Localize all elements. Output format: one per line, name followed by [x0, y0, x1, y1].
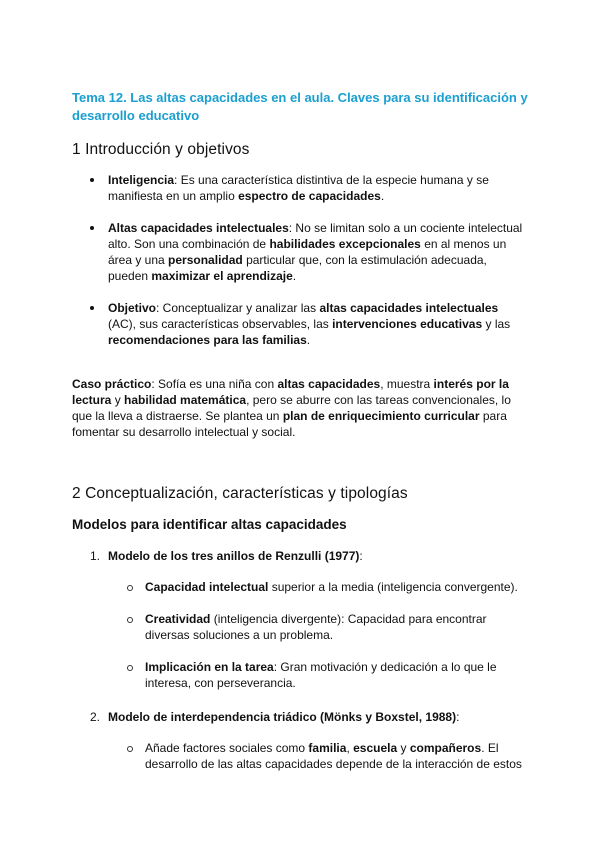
bullet-inteligencia: Inteligencia: Es una característica distintiva de la especie humana y se manifiesta en un amplio espectro de capacidades. [108, 173, 489, 203]
list-item-implicacion: Implicación en la tarea: Gran motivación y dedicación a lo que le interesa, con perseverancia. [145, 660, 497, 690]
list-number: 1. [90, 549, 101, 563]
list-item-creatividad: Creatividad (inteligencia divergente): Capacidad para encontrar diversas soluciones a un problema. [145, 612, 487, 642]
bullet-dot [90, 306, 94, 310]
list-item-factores-sociales: Añade factores sociales como familia, escuela y compañeros. El desarrollo de las altas capacidades depende de la interacción de estos [145, 741, 522, 771]
bullet-dot [90, 226, 94, 230]
section-1-heading: 1 Introducción y objetivos [72, 141, 250, 158]
sub-bullet-circle [127, 746, 133, 752]
section-2-heading: 2 Conceptualización, características y tipologías [72, 485, 408, 502]
bullet-objetivo: Objetivo: Conceptualizar y analizar las altas capacidades intelectuales (AC), sus características observables, las intervenciones educativas y las recomendaciones para las familias. [108, 301, 511, 347]
list-number: 2. [90, 710, 101, 724]
models-subheading: Modelos para identificar altas capacidades [72, 517, 347, 532]
case-study-paragraph: Caso práctico: Sofía es una niña con altas capacidades, muestra interés por la lectura y habilidad matemática, pero se aburre con las tareas convencionales, lo que la lleva a distraerse. Se plantea un plan de enriquecimiento curricular para fomentar su desarrollo intelectual y social. [72, 377, 511, 439]
document-title: Tema 12. Las altas capacidades en el aula. Claves para su identificación y desarrollo educativo [72, 90, 528, 123]
model-monks-title: Modelo de interdependencia triádico (Mönks y Boxstel, 1988): [108, 710, 460, 724]
model-renzulli-title: Modelo de los tres anillos de Renzulli (1977): [108, 549, 363, 563]
list-item-capacidad-intelectual: Capacidad intelectual superior a la media (inteligencia convergente). [145, 580, 518, 594]
sub-bullet-circle [127, 585, 133, 591]
sub-bullet-circle [127, 617, 133, 623]
bullet-dot [90, 178, 94, 182]
bullet-altas-capacidades: Altas capacidades intelectuales: No se limitan solo a un cociente intelectual alto. Son una combinación de habilidades excepcionales en al menos un área y una personalidad particular que, con la estimulación adecuada, pueden maximizar el aprendizaje. [108, 221, 523, 283]
sub-bullet-circle [127, 665, 133, 671]
